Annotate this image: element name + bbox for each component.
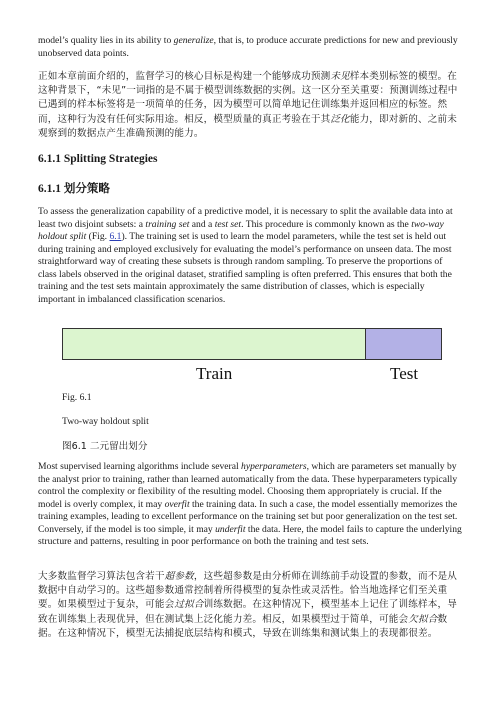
emphasis-underfit-zh: 欠拟合 (408, 613, 438, 625)
section-heading-zh: 6.1.1 划分策略 (38, 183, 110, 195)
train-label: Train (196, 364, 233, 383)
text-span: 能力，即对新的、之前未观察到的数据点产生准确预测的能力。 (38, 113, 457, 139)
paragraph-splitting-en (38, 206, 462, 306)
emphasis-overfit-zh: 过拟合 (174, 599, 204, 611)
text-span: 数据。在这种情况下，模型无法捕捉底层结构和模式，导致在训练集和测试集上的表现都很差。 (38, 613, 448, 639)
emphasis-underfit: underfit (215, 523, 246, 535)
section-heading-en: 6.1.1 Splitting Strategies (38, 153, 158, 165)
text-span: , that is, to produce accurate predictions for new and previously unobserved data points. (38, 35, 458, 59)
text-span: ). The training set is used to learn the model parameters, while the test set is held out during training and employed exclusively for evaluating the model’s performance on unseen data. The most straightforward way of creating these subsets is through random sampling. To preserve the proportions of class labels observed in the original dataset, stratified sampling is often preferred. This ensures that both the training and the test sets maintain approximately the same distribution of classes, which is especially important in imbalanced classification scenarios. (38, 231, 452, 305)
emphasis-generalize: generalize (173, 35, 214, 46)
emphasis-overfit: overfit (164, 498, 190, 510)
text-span: and a (189, 218, 215, 230)
emphasis-hyperparameters-zh: 超参数 (164, 571, 194, 582)
emphasis-two-way-holdout: two-way holdout split (38, 218, 444, 242)
emphasis-test-set: test set (214, 218, 242, 230)
emphasis-generalize-zh: 泛化 (330, 113, 350, 125)
text-span: ，这些超参数是由分析师在训练前手动设置的参数，而不是从数据中自动学习的。这些超参数通常控制着所得模型的复杂性或灵活性。恰当地选择它们至关重要。如果模型过于复杂，可能会 (38, 571, 457, 611)
text-span: (Fig. (86, 231, 110, 242)
text-span: 正如本章前面介绍的，监督学习的核心目标是构建一个能够成功预测 (38, 71, 331, 82)
test-segment (366, 328, 442, 360)
emphasis-hyperparameters: hyperparameters (241, 461, 307, 472)
paragraph-generalization-en (38, 35, 462, 60)
text-span: , which are parameters set manually by the analyst prior to training, rather than learned automatically from the data. These hyperparameters typically control the complexity or flexibility of the resulting model. Choosing them appropriately is crucial. If the model is overly complex, it may (38, 461, 458, 510)
text-span: 样本类别标签的模型。在这种背景下，“未见”一词指的是不属于模型训练数据的实例。这一区分至关重要：预测训练过程中已遇到的样本标签将是一项简单的任务，因为模型可以简单地记住训练集并返回相应的标签。然而，这种行为没有任何实际用途。相反，模型质量的真正考验在于其 (38, 71, 458, 125)
text-span: . This procedure is commonly known as the (241, 218, 412, 230)
paragraph-generalization-zh (38, 70, 462, 141)
text-span: model’s quality lies in its ability to (38, 35, 174, 46)
text-span: 训练数据。在这种情况下，模型基本上记住了训练样本，导致在训练集上表现优异，但在测试集上泛化能力差。相反，如果模型过于简单，可能会 (38, 599, 457, 625)
paragraph-hyperparameters-zh (38, 570, 462, 641)
text-span: the training data. In such a case, the model essentially memorizes the training examples, leading to excellent performance on the training set but poor generalization on the test set. Conversely, if the model is too simple, it may (38, 498, 458, 535)
figure-link[interactable]: 6.1 (109, 231, 122, 242)
emphasis-unseen-zh: 未见 (330, 71, 350, 82)
figure-caption-zh: 图6.1 二元留出划分 (62, 441, 148, 452)
text-span: Most supervised learning algorithms include several (38, 461, 242, 472)
figure-caption-en: Two-way holdout split (62, 416, 149, 427)
emphasis-training-set: training set (145, 218, 190, 230)
train-segment (62, 328, 366, 360)
text-span: 大多数监督学习算法包含若干 (38, 571, 165, 582)
text-span: the data. Here, the model fails to capture the underlying structure and patterns, resulting in poor performance on both the training and test sets. (38, 523, 462, 547)
paragraph-hyperparameters-en (38, 461, 462, 549)
test-label: Test (390, 364, 419, 383)
figure-number: Fig. 6.1 (62, 392, 92, 403)
text-span: To assess the generalization capability of a predictive model, it is necessary to split the available data into at least two disjoint subsets: a (38, 206, 453, 230)
